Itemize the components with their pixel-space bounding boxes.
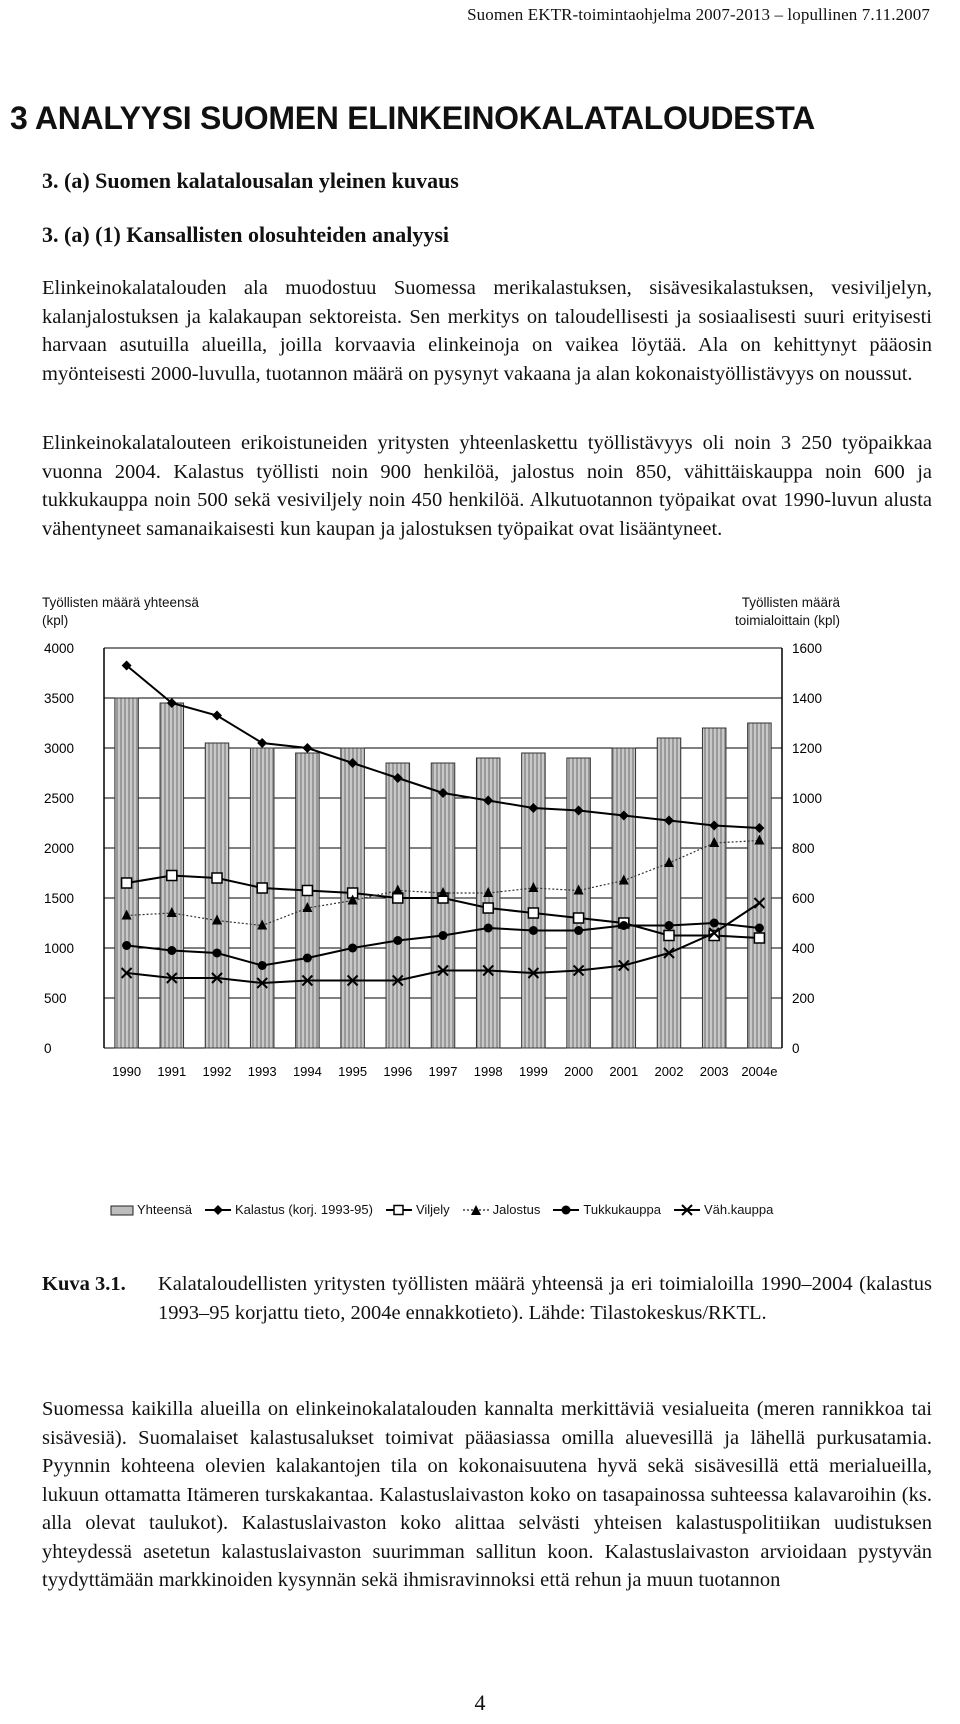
bar-total <box>431 763 455 1048</box>
left-axis-title <box>42 594 199 630</box>
left-tick-label: 3000 <box>44 741 75 756</box>
marker-square <box>212 873 222 883</box>
marker-diamond <box>212 711 222 721</box>
diamond-marker-icon <box>204 1204 232 1216</box>
marker-diamond <box>302 743 312 753</box>
marker-circle <box>303 954 312 963</box>
marker-square <box>302 886 312 896</box>
legend-label-kalastus: Kalastus (korj. 1993-95) <box>234 1202 373 1217</box>
marker-square <box>122 878 132 888</box>
left-tick-label: 1000 <box>44 941 75 956</box>
running-head: Suomen EKTR-toimintaohjelma 2007-2013 – lopullinen 7.11.2007 <box>467 5 930 24</box>
bar-total <box>296 753 320 1048</box>
caption-label: Kuva 3.1. <box>42 1273 126 1295</box>
legend-label-total: Yhteensä <box>137 1202 192 1217</box>
left-axis-title-line1: Työllisten määrä yhteensä <box>42 595 199 610</box>
right-tick-label: 600 <box>792 891 815 906</box>
left-tick-label: 3500 <box>44 691 75 706</box>
right-tick-label: 400 <box>792 941 815 956</box>
marker-square <box>257 883 267 893</box>
left-axis-title-line2: (kpl) <box>42 613 69 628</box>
marker-circle <box>258 961 267 970</box>
paragraph-2: Elinkeinokalatalouteen erikoistuneiden yritysten yhteenlaskettu työllistävyys oli noin 3 250 työpaikkaa vuonna 2004. Kalastus työllisti noin 900 henkilöä, jalostus noin 850, vähittäiskauppa noin 600 ja tukkukauppa noin 500 sekä vesiviljely noin 450 henkilöä. Alkutuotannon työpaikat ovat 1990-luvun alusta vähentyneet samanaikaisesti kun kaupan ja jalostuksen työpaikat ovat lisääntyneet. <box>42 432 932 540</box>
right-tick-label: 0 <box>792 1041 800 1056</box>
legend-item-vahkauppa <box>673 1202 773 1217</box>
employment-chart <box>0 640 960 1240</box>
x-tick-label: 1998 <box>473 1064 503 1079</box>
chapter-heading: 3 ANALYYSI SUOMEN ELINKEINOKALATALOUDESTA <box>10 100 815 136</box>
left-tick-label: 2000 <box>44 841 75 856</box>
marker-circle <box>213 949 222 958</box>
bar-total <box>748 723 772 1048</box>
bar-total <box>115 698 139 1048</box>
legend-item-jalostus <box>462 1202 541 1217</box>
x-tick-label: 1999 <box>518 1064 548 1079</box>
bar-total <box>657 738 681 1048</box>
legend-item-tukkukauppa <box>552 1202 661 1217</box>
bar-total <box>702 728 726 1048</box>
left-tick-label: 1500 <box>44 891 75 906</box>
page-number: 4 <box>474 1690 486 1715</box>
caption-text: Kalataloudellisten yritysten työllisten määrä yhteensä ja eri toimialoilla 1990–2004 (kalastus 1993–95 korjattu tieto, 2004e ennakkotieto). Lähde: Tilastokeskus/RKTL. <box>158 1273 932 1324</box>
triangle-marker-icon <box>462 1204 490 1216</box>
circle-marker-icon <box>552 1204 580 1216</box>
bar-total <box>522 753 546 1048</box>
right-axis-title <box>720 594 840 630</box>
marker-circle <box>122 941 131 950</box>
legend-label-jalostus: Jalostus <box>492 1202 541 1217</box>
marker-circle <box>574 926 583 935</box>
bar-total <box>205 743 229 1048</box>
marker-square <box>483 903 493 913</box>
square-marker-icon <box>385 1204 413 1216</box>
marker-circle <box>167 946 176 955</box>
legend-label-tukkukauppa: Tukkukauppa <box>583 1202 661 1217</box>
marker-circle <box>439 931 448 940</box>
x-marker-icon <box>673 1204 701 1216</box>
bar-total <box>386 763 410 1048</box>
x-tick-label: 1996 <box>383 1064 413 1079</box>
left-tick-label: 2500 <box>44 791 75 806</box>
paragraph-1: Elinkeinokalatalouden ala muodostuu Suomessa merikalastuksen, sisävesikalastuksen, vesiviljelyn, kalanjalostuksen ja kalakaupan sektoreista. Sen merkitys on taloudellisesti ja sosiaalisesti suuri erityisesti harvaan asutuilla alueilla, joilla korvaavia elinkeinoja on vaikea löytää. Ala on kehittynyt pääosin myönteisesti 2000-luvulla, tuotannon määrä on pysynyt vakaana ja alan kokonaistyöllistävyys on noussut. <box>42 277 932 385</box>
marker-circle <box>619 921 628 930</box>
x-tick-label: 1997 <box>428 1064 458 1079</box>
right-tick-label: 1000 <box>792 791 823 806</box>
bar-total <box>250 748 274 1048</box>
left-tick-label: 4000 <box>44 641 75 656</box>
chart-legend <box>110 1202 870 1217</box>
left-tick-label: 0 <box>44 1041 52 1056</box>
x-tick-label: 1990 <box>112 1064 142 1079</box>
marker-circle <box>665 921 674 930</box>
marker-circle <box>710 919 719 928</box>
legend-label-viljely: Viljely <box>415 1202 450 1217</box>
legend-item-kalastus <box>204 1202 373 1217</box>
x-tick-label: 1991 <box>157 1064 187 1079</box>
left-tick-label: 500 <box>44 991 67 1006</box>
figure-caption <box>42 1270 932 1328</box>
marker-square <box>528 908 538 918</box>
legend-item-viljely <box>385 1202 450 1217</box>
chart-svg <box>0 640 960 1200</box>
marker-diamond <box>257 738 267 748</box>
marker-square <box>754 933 764 943</box>
right-tick-label: 1600 <box>792 641 823 656</box>
marker-square <box>167 871 177 881</box>
marker-square <box>574 913 584 923</box>
x-tick-label: 1993 <box>247 1064 277 1079</box>
paragraph-3: Suomessa kaikilla alueilla on elinkeinokalatalouden kannalta merkittäviä vesialueita (meren rannikkoa tai sisävesiä). Suomalaiset kalastusalukset toimivat pääasiassa omilla aluevesillä ja lähellä purkusatamia. Pyynnin kohteena olevien kalakantojen tila on kokonaisuutena hyvä sekä sisävesillä että merialueilla, lukuun ottamatta Itämeren turskakantaa. Kalastuslaivaston koko on tasapainossa suhteessa kalavaroihin (ks. alla olevat taulukot). Kalastuslaivaston koko alittaa selvästi yhteisen kalastuspolitiikan uudistuksen yhteydessä asetetun kalastuslaivaston suurimman sallitun koon. Kalastuslaivaston arvioidaan pystyvän tyydyttämään markkinoiden kysynnän sekä ihmisravinnoksi että rehun ja muun tuotannon <box>42 1398 932 1591</box>
right-tick-label: 200 <box>792 991 815 1006</box>
x-tick-label: 1992 <box>202 1064 232 1079</box>
section-heading: 3. (a) Suomen kalatalousalan yleinen kuvaus <box>42 168 459 193</box>
right-tick-label: 800 <box>792 841 815 856</box>
x-tick-label: 1995 <box>338 1064 368 1079</box>
legend-bar-swatch <box>110 1204 134 1216</box>
x-tick-label: 1994 <box>292 1064 322 1079</box>
marker-circle <box>393 936 402 945</box>
marker-circle <box>755 924 764 933</box>
legend-item-total <box>110 1202 192 1217</box>
bar-total <box>567 758 591 1048</box>
marker-circle <box>348 944 357 953</box>
right-axis-title-line1: Työllisten määrä <box>741 595 840 610</box>
marker-circle <box>484 924 493 933</box>
x-tick-label: 2004e <box>741 1064 778 1079</box>
right-tick-label: 1200 <box>792 741 823 756</box>
marker-square <box>664 931 674 941</box>
subsection-heading: 3. (a) (1) Kansallisten olosuhteiden analyysi <box>42 222 450 247</box>
legend-label-vahkauppa: Väh.kauppa <box>703 1202 774 1217</box>
x-tick-label: 2001 <box>609 1064 639 1079</box>
right-tick-label: 1400 <box>792 691 823 706</box>
bar-total <box>612 748 636 1048</box>
x-tick-label: 2002 <box>654 1064 684 1079</box>
right-axis-title-line2: toimialoittain (kpl) <box>734 613 840 628</box>
marker-circle <box>529 926 538 935</box>
x-tick-label: 2000 <box>564 1064 594 1079</box>
x-tick-label: 2003 <box>699 1064 729 1079</box>
